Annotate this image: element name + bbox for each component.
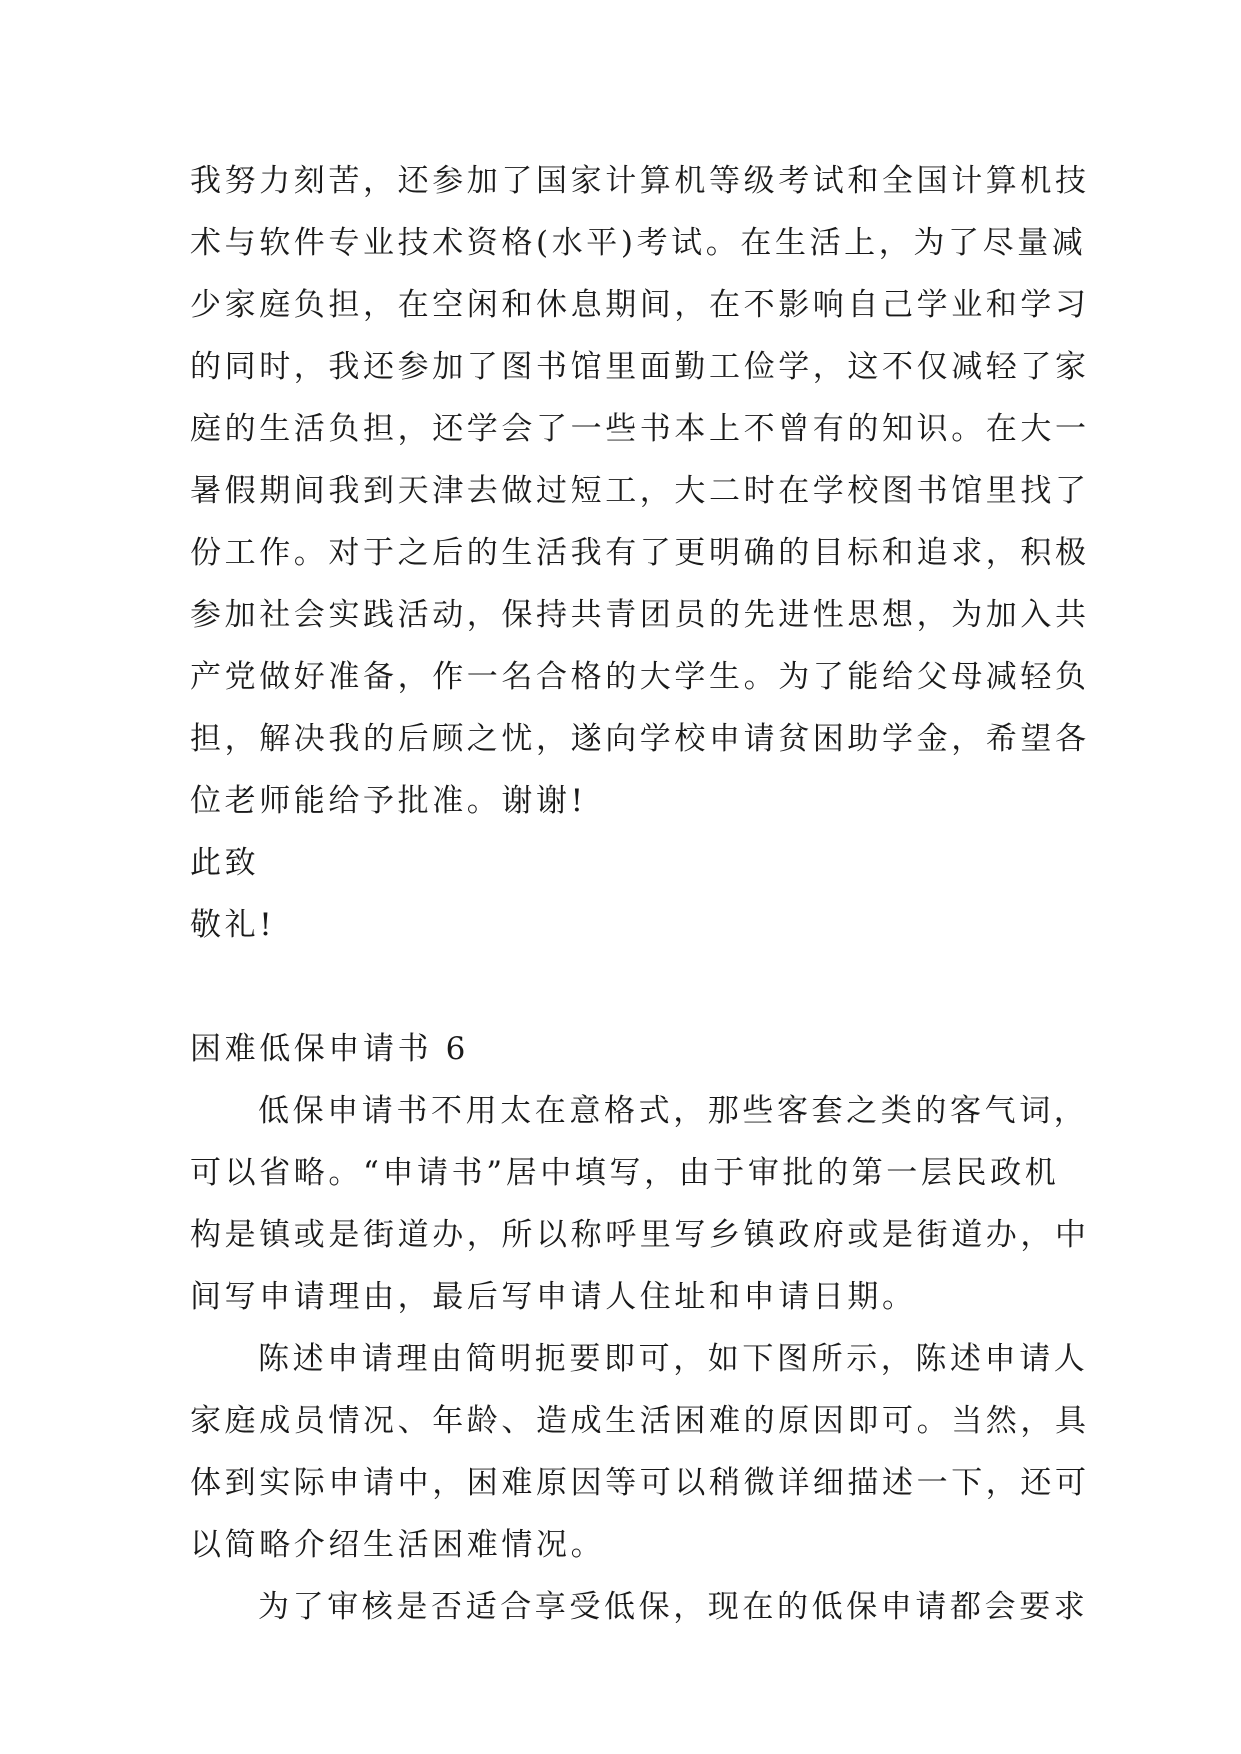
text-line: 构是镇或是街道办，所以称呼里写乡镇政府或是街道办，中 [190,1217,1090,1253]
text-line: 暑假期间我到天津去做过短工，大二时在学校图书馆里找了 [190,473,1090,509]
text-line: 庭的生活负担，还学会了一些书本上不曾有的知识。在大一 [190,411,1090,447]
text-line: 低保申请书不用太在意格式，那些客套之类的客气词， [258,1093,1089,1129]
closing-salutation: 此致 [190,845,260,881]
blank-line [190,956,1052,1018]
text-line: 家庭成员情况、年龄、造成生活困难的原因即可。当然，具 [190,1403,1090,1439]
text-line: 少家庭负担，在空闲和休息期间，在不影响自己学业和学习 [190,287,1090,323]
text-line: 的同时，我还参加了图书馆里面勤工俭学，这不仅减轻了家 [190,349,1090,385]
text-line: 可以省略。“申请书”居中填写，由于审批的第一层民政机 [190,1155,1060,1191]
text-line: 以简略介绍生活困难情况。 [190,1527,606,1563]
text-line: 术与软件专业技术资格(水平)考试。在生活上，为了尽量减 [190,225,1087,261]
text-line: 份工作。对于之后的生活我有了更明确的目标和追求，积极 [190,535,1090,571]
paragraph-format [190,1080,1090,1328]
text-line: 产党做好准备，作一名合格的大学生。为了能给父母减轻负 [190,659,1090,695]
closing-regards: 敬礼! [190,907,276,943]
text-line: 担，解决我的后顾之忧，遂向学校申请贫困助学金，希望各 [190,721,1090,757]
text-line: 体到实际申请中，困难原因等可以稍微详细描述一下，还可 [190,1465,1090,1501]
paragraph-review [190,1576,1089,1638]
section-title: 困难低保申请书 6 [190,1031,469,1067]
previous-letter-paragraph [190,150,1090,832]
text-line: 参加社会实践活动，保持共青团员的先进性思想，为加入共 [190,597,1090,633]
text-line: 为了审核是否适合享受低保，现在的低保申请都会要求 [258,1589,1089,1625]
paragraph-reasons [190,1328,1090,1576]
text-line: 我努力刻苦，还参加了国家计算机等级考试和全国计算机技 [190,163,1090,199]
document-body [190,150,1090,1638]
text-line: 位老师能给予批准。谢谢! [190,783,587,819]
text-line: 陈述申请理由简明扼要即可，如下图所示，陈述申请人 [258,1341,1089,1377]
text-line: 间写申请理由，最后写申请人住址和申请日期。 [190,1279,917,1315]
